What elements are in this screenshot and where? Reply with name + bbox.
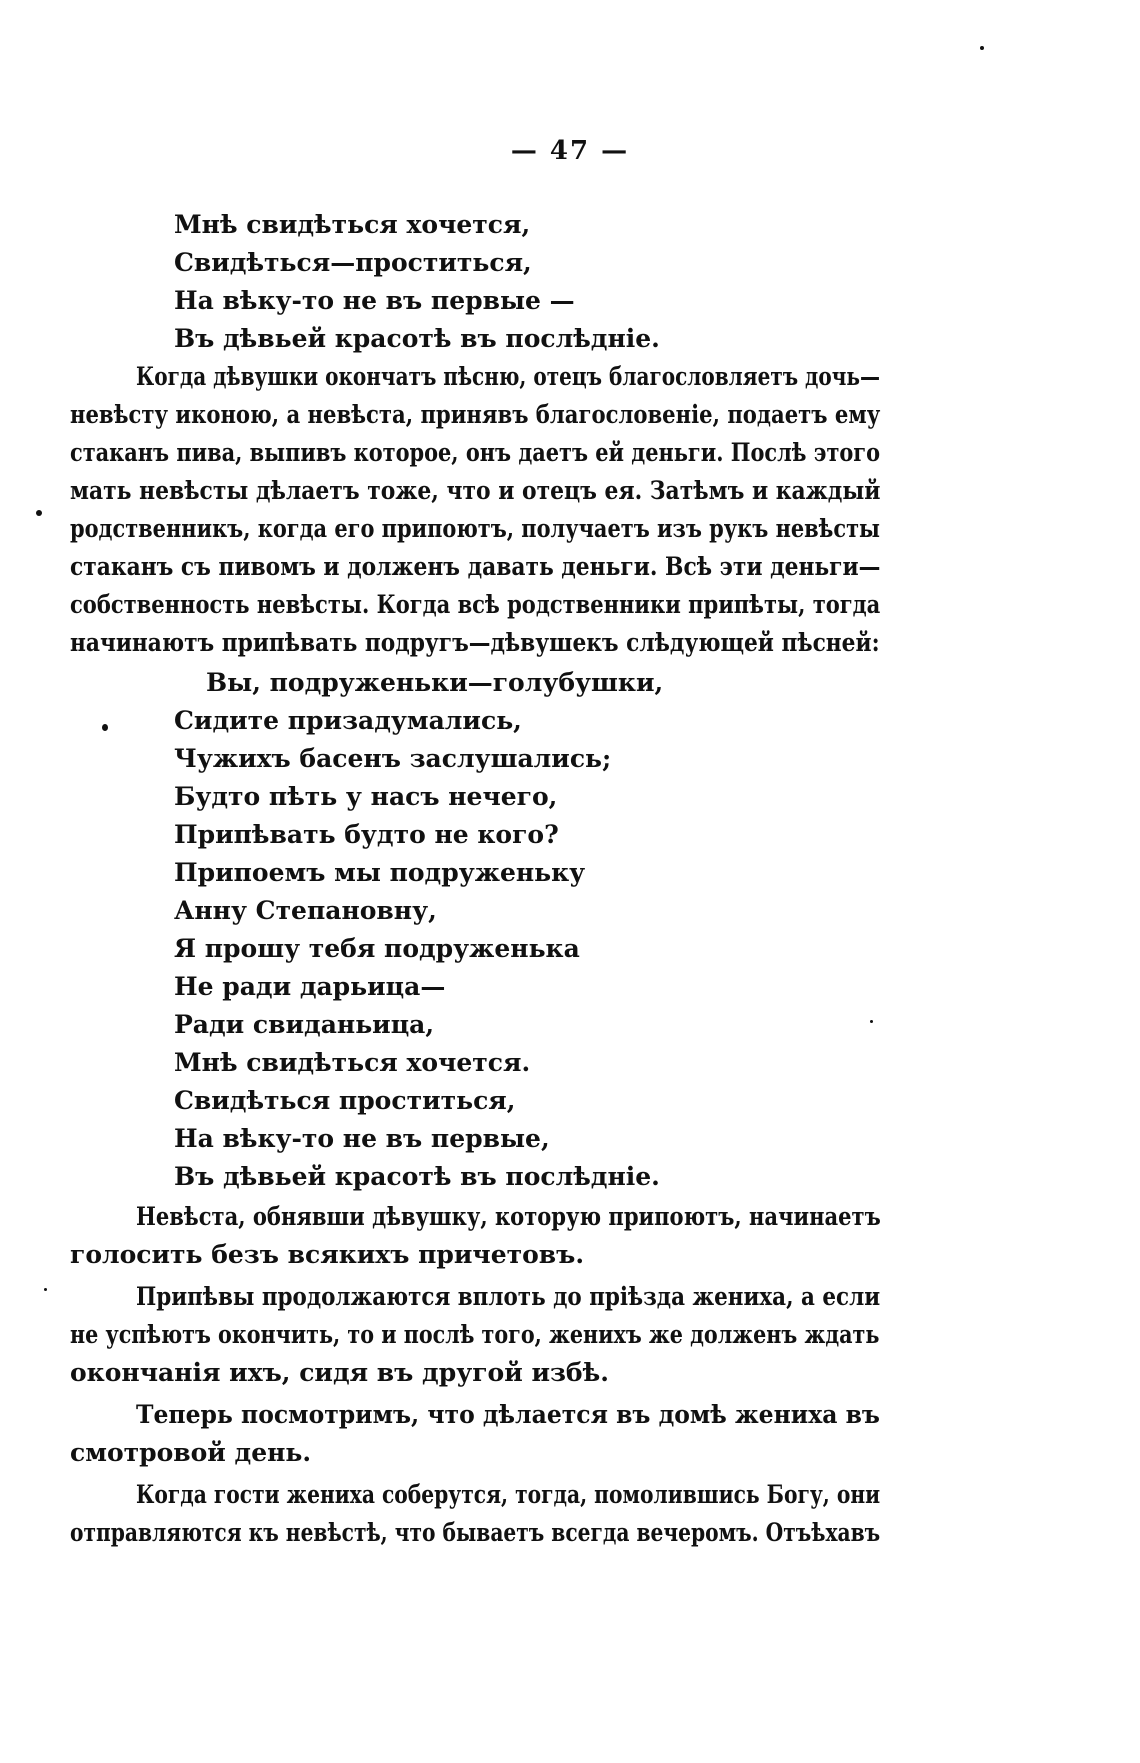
verse-line: Свидѣться проститься, <box>174 1086 516 1115</box>
scan-speck <box>44 1288 47 1291</box>
paragraph-line: не успѣютъ окончить, то и послѣ того, женихъ же долженъ ждать <box>70 1320 880 1349</box>
verse-line: Въ дѣвьей красотѣ въ послѣдніе. <box>174 324 660 353</box>
paragraph-line: отправляются къ невѣстѣ, что бываетъ всегда вечеромъ. Отъѣхавъ <box>70 1518 881 1547</box>
verse-line: Не ради дарьица— <box>174 972 446 1001</box>
verse-line: Вы, подруженьки—голубушки, <box>206 668 664 697</box>
verse-line: Ради свиданьица, <box>174 1010 435 1039</box>
scan-speck <box>102 724 108 731</box>
paragraph-line: голосить безъ всякихъ причетовъ. <box>70 1240 585 1269</box>
verse-line: Анну Степановну, <box>174 896 437 925</box>
verse-line: Чужихъ басенъ заслушались; <box>174 744 612 773</box>
paragraph-line: окончанія ихъ, сидя въ другой избѣ. <box>70 1358 609 1387</box>
verse-line: На вѣку-то не въ первые, <box>174 1124 550 1153</box>
page-number: — 47 — <box>510 136 630 166</box>
paragraph-line: Теперь посмотримъ, что дѣлается въ домѣ жениха въ <box>136 1400 880 1429</box>
verse-line: Въ дѣвьей красотѣ въ послѣдніе. <box>174 1162 660 1191</box>
paragraph-line: Припѣвы продолжаются вплоть до пріѣзда жениха, а если <box>136 1282 881 1311</box>
paragraph-line: мать невѣсты дѣлаетъ тоже, что и отецъ ея. Затѣмъ и каждый <box>70 476 881 505</box>
paragraph-line: начинаютъ припѣвать подругъ—дѣвушекъ слѣдующей пѣсней: <box>70 628 880 657</box>
verse-line: Свидѣться—проститься, <box>174 248 532 277</box>
paragraph-line: собственность невѣсты. Когда всѣ родственники припѣты, тогда <box>70 590 881 619</box>
verse-line: Я прошу тебя подруженька <box>174 934 580 963</box>
verse-line: Мнѣ свидѣться хочется. <box>174 1048 531 1077</box>
verse-line: Будто пѣть у насъ нечего, <box>174 782 558 811</box>
paragraph-line: родственникъ, когда его припоютъ, получаетъ изъ рукъ невѣсты <box>70 514 881 543</box>
paragraph-line: Невѣста, обнявши дѣвушку, которую припоютъ, начинаетъ <box>136 1202 881 1231</box>
scan-speck <box>980 46 984 50</box>
scan-speck <box>870 1020 873 1023</box>
paragraph-line: смотровой день. <box>70 1438 312 1467</box>
paragraph-line: стаканъ съ пивомъ и долженъ давать деньги. Всѣ эти деньги— <box>70 552 881 581</box>
verse-line: Припоемъ мы подруженьку <box>174 858 586 887</box>
verse-line: Сидите призадумались, <box>174 706 522 735</box>
paragraph-line: стаканъ пива, выпивъ которое, онъ даетъ ей деньги. Послѣ этого <box>70 438 881 467</box>
verse-line: Припѣвать будто не кого? <box>174 820 559 849</box>
paragraph-line: Когда гости жениха соберутся, тогда, помолившись Богу, они <box>136 1480 881 1509</box>
paragraph-line: невѣсту иконою, а невѣста, принявъ благословеніе, подаетъ ему <box>70 400 881 429</box>
paragraph-line: Когда дѣвушки окончатъ пѣсню, отецъ благословляетъ дочь— <box>136 362 881 391</box>
verse-line: Мнѣ свидѣться хочется, <box>174 210 531 239</box>
scan-speck <box>36 510 42 516</box>
verse-line: На вѣку-то не въ первые — <box>174 286 575 315</box>
